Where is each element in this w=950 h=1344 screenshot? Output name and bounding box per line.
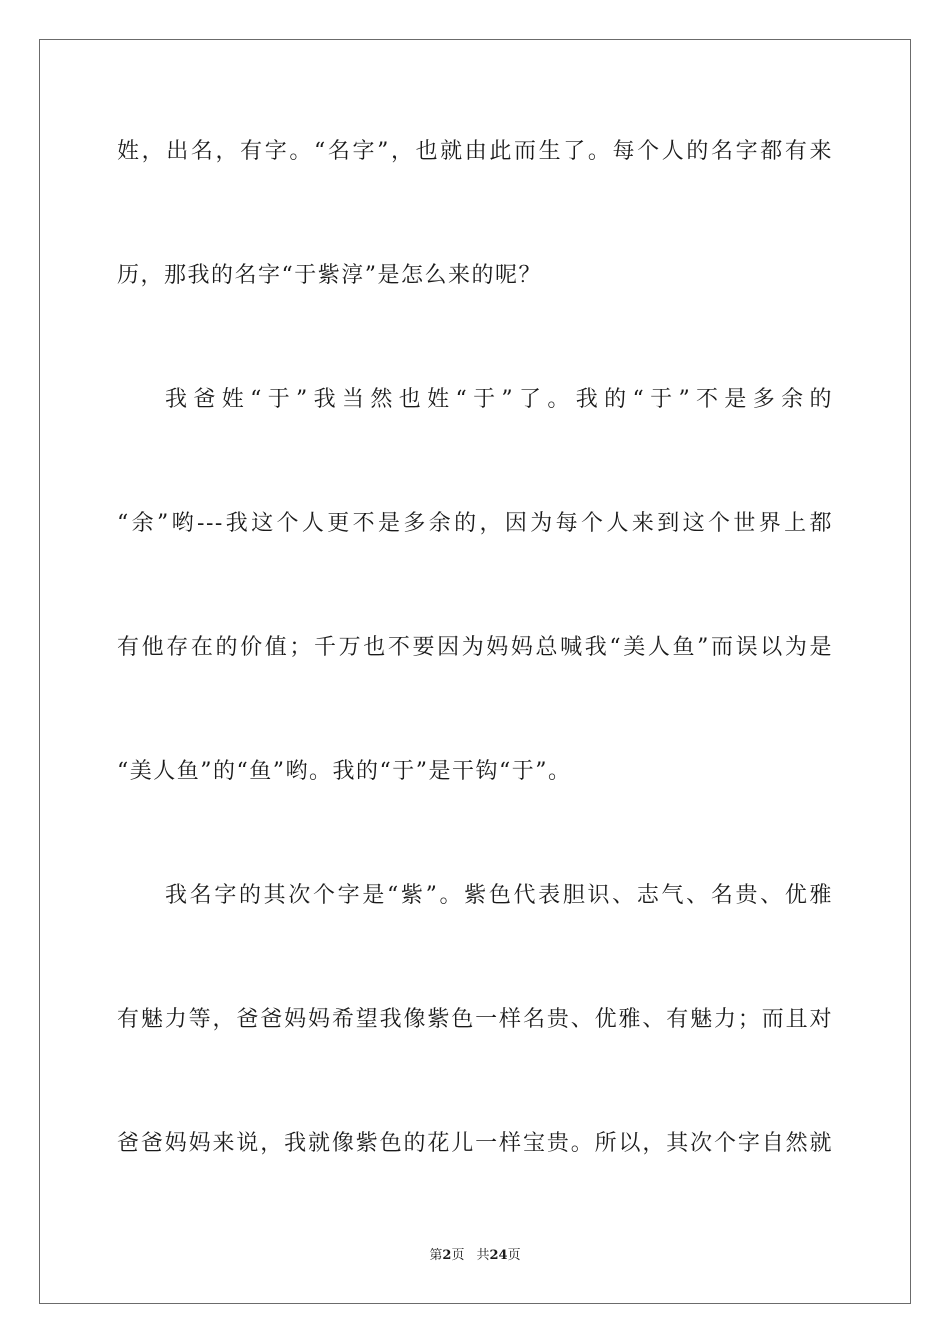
text-line-2: 历，那我的名字“于紫淳”是怎么来的呢？	[117, 263, 542, 288]
footer-total-prefix: 共	[476, 1248, 490, 1263]
text-line-9: 爸爸妈妈来说，我就像紫色的花儿一样宝贵。所以，其次个字自然就	[117, 1131, 833, 1156]
page-footer	[0, 1246, 950, 1266]
page-border	[39, 39, 911, 1304]
text-line-6: “美人鱼”的“鱼”哟。我的“于”是干钩“于”。	[117, 759, 572, 784]
paragraph-start-line-7: 我名字的其次个字是“紫”。紫色代表胆识、志气、名贵、优雅	[165, 883, 833, 908]
footer-page-prefix: 第	[429, 1248, 443, 1263]
text-line-4: “余”哟---我这个人更不是多余的，因为每个人来到这个世界上都	[117, 511, 833, 536]
footer-total-suffix: 页	[507, 1248, 521, 1263]
footer-page-suffix: 页	[451, 1248, 465, 1263]
text-line-1: 姓，出名，有字。“名字”，也就由此而生了。每个人的名字都有来	[117, 139, 833, 164]
footer-page-number: 2	[442, 1248, 452, 1263]
text-line-8: 有魅力等，爸爸妈妈希望我像紫色一样名贵、优雅、有魅力；而且对	[117, 1007, 833, 1032]
footer-total-pages: 24	[489, 1248, 508, 1263]
text-line-5: 有他存在的价值；千万也不要因为妈妈总喊我“美人鱼”而误以为是	[117, 635, 833, 660]
paragraph-start-line-3: 我爸姓“于”我当然也姓“于”了。我的“于”不是多余的	[165, 387, 833, 412]
